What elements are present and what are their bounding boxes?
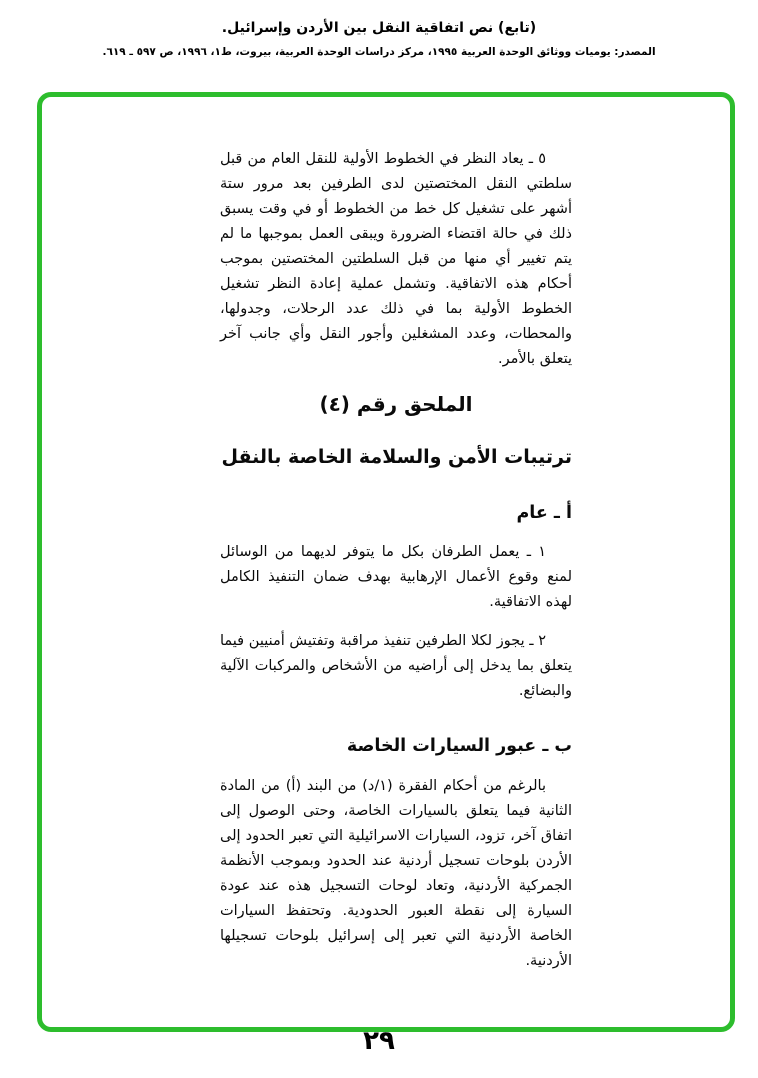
section-a-item-2: ٢ ـ يجوز لكلا الطرفين تنفيذ مراقبة وتفتيش أمنيين فيما يتعلق بما يدخل إلى أراضيه من الأشخاص والمركبات الآلية والبضائع. (220, 633, 572, 700)
page-header (0, 20, 758, 58)
page-number: ٢٩ (363, 1026, 395, 1056)
document-source-line: المصدر: يوميات ووثائق الوحدة العربية ١٩٩٥، مركز دراسات الوحدة العربية، بيروت، ط١، ١٩٩٦، ص ٥٩٧ ـ ٦١٩. (102, 46, 656, 58)
section-a-heading: أ ـ عام (516, 502, 572, 523)
section-a-item-1: ١ ـ يعمل الطرفان بكل ما يتوفر لديهما من الوسائل لمنع وقوع الأعمال الإرهابية بهدف ضمان التنفيذ الكامل لهذه الاتفاقية. (220, 544, 572, 611)
annex-title: ترتيبات الأمن والسلامة الخاصة بالنقل (221, 446, 572, 468)
section-b-paragraph: بالرغم من أحكام الفقرة (١/د) من البند (أ) من المادة الثانية فيما يتعلق بالسيارات الخاصة، وحتى الوصول إلى اتفاق آخر، تزود، السيارات الاسرائيلية التي تعبر الحدود إلى الأردن بلوحات تسجيل أردنية عند الحدود وبموجب الأنظمة الجمركية الأردنية، وتعاد لوحات التسجيل هذه عند عودة السيارة إلى نقطة العبور الحدودية. وتحتفظ السيارات الخاصة الأردنية التي تعبر إلى إسرائيل بلوحات تسجيلها الأردنية. (220, 777, 572, 969)
document-body (220, 147, 572, 988)
annex-number-heading: الملحق رقم (٤) (319, 392, 473, 416)
green-border-frame (37, 92, 735, 1032)
clause-5-paragraph: ٥ ـ يعاد النظر في الخطوط الأولية للنقل العام من قبل سلطتي النقل المختصتين لدى الطرفين بعد مرور ستة أشهر على تشغيل كل خط من الخطوط أو في وقت يسبق ذلك في حالة اقتضاء الضرورة ويبقى العمل بموجبها ما لم يتم تغيير أي منها من قبل السلطتين المختصتين بموجب أحكام هذه الاتفاقية. وتشمل عملية إعادة النظر تشغيل الخطوط الأولية بما في ذلك عدد الرحلات، وجدولها، والمحطات، وعدد المشغلين وأجور النقل وأي جانب آخر يتعلق بالأمر. (220, 151, 572, 367)
section-b-heading: ب ـ عبور السيارات الخاصة (346, 736, 572, 757)
document-title: (تابع) نص اتفاقية النقل بين الأردن وإسرائيل. (221, 20, 537, 36)
